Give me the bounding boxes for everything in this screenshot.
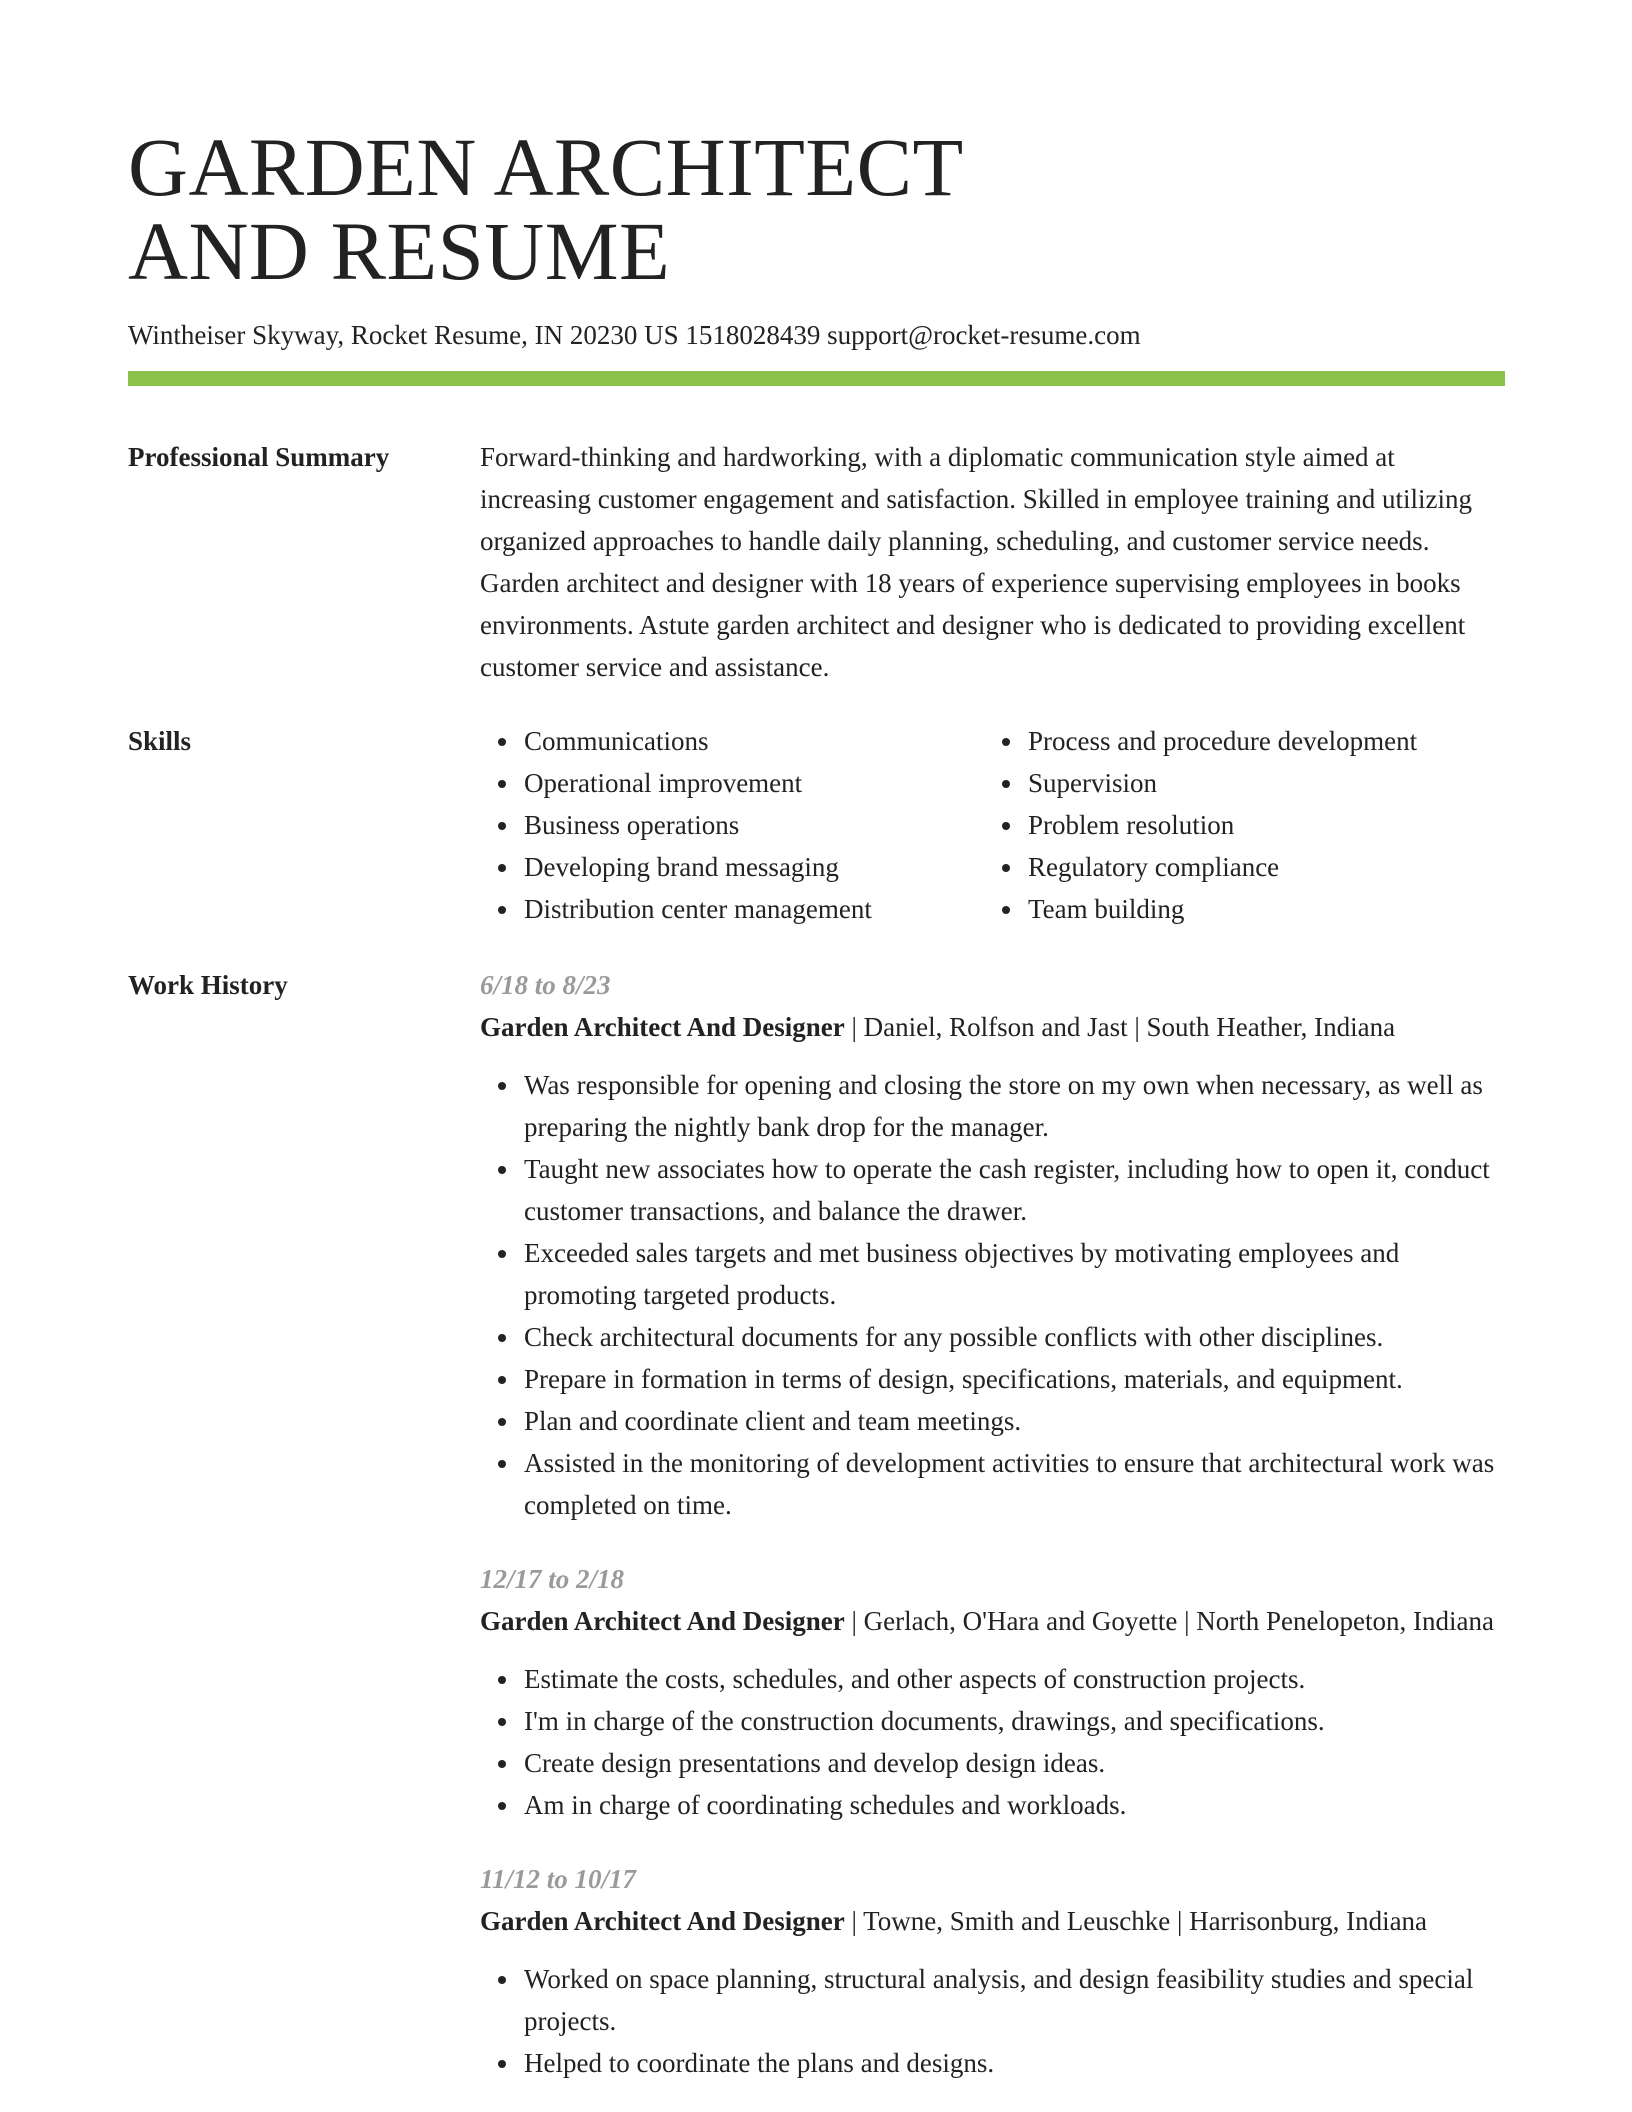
skills-list-left [480,720,984,930]
job-employer-location: | Daniel, Rolfson and Jast | South Heather, Indiana [844,1012,1396,1042]
skill-item: Developing brand messaging [524,846,984,888]
skills-column-right [984,720,1488,930]
resume-title [128,121,1505,297]
summary-text: Forward-thinking and hardworking, with a diplomatic communication style aimed at increasing customer engagement and satisfaction. Skilled in employee training and utilizing organized approaches to handle daily planning, scheduling, and customer service needs. Garden architect and designer with 18 years of experience supervising employees in books environments. Astute garden architect and designer who is dedicated to providing excellent customer service and assistance. [480,442,1472,682]
work-history-heading: Work History [128,970,288,1000]
skills-list-right [984,720,1488,930]
work-history-section [128,964,1505,2112]
job-entry [480,1858,1505,2084]
job-entry [480,964,1505,1526]
job-duties-list [480,1064,1505,1526]
title-line-1: GARDEN ARCHITECT [128,121,964,213]
job-duty: Worked on space planning, structural analysis, and design feasibility studies and special projects. [524,1958,1505,2042]
job-dates: 11/12 to 10/17 [480,1864,637,1894]
skill-item: Problem resolution [1028,804,1488,846]
job-title: Garden Architect And Designer [480,1012,845,1042]
job-duty: Helped to coordinate the plans and designs. [524,2042,1505,2084]
skills-column-left [480,720,984,930]
job-heading [480,1900,1505,1942]
job-employer-location: | Towne, Smith and Leuschke | Harrisonburg, Indiana [844,1906,1428,1936]
job-title: Garden Architect And Designer [480,1906,845,1936]
skill-item: Operational improvement [524,762,984,804]
summary-section [128,436,1505,688]
skill-item: Business operations [524,804,984,846]
job-employer-location: | Gerlach, O'Hara and Goyette | North Penelopeton, Indiana [844,1606,1494,1636]
skill-item: Communications [524,720,984,762]
job-entry [480,1558,1505,1826]
summary-heading: Professional Summary [128,442,390,472]
job-duty: Taught new associates how to operate the cash register, including how to open it, conduct customer transactions, and balance the drawer. [524,1148,1505,1232]
skills-section [128,720,1505,930]
job-dates: 12/17 to 2/18 [480,1564,625,1594]
job-title: Garden Architect And Designer [480,1606,845,1636]
job-duties-list [480,1658,1505,1826]
job-duty: Prepare in formation in terms of design, specifications, materials, and equipment. [524,1358,1505,1400]
job-heading [480,1006,1505,1048]
skills-heading: Skills [128,726,192,756]
job-duty: I'm in charge of the construction documents, drawings, and specifications. [524,1700,1505,1742]
accent-divider [128,371,1505,386]
job-duty: Assisted in the monitoring of development activities to ensure that architectural work was completed on time. [524,1442,1505,1526]
skill-item: Team building [1028,888,1488,930]
resume-page [128,121,1505,2112]
job-dates: 6/18 to 8/23 [480,970,611,1000]
job-duty: Check architectural documents for any possible conflicts with other disciplines. [524,1316,1505,1358]
skill-item: Regulatory compliance [1028,846,1488,888]
job-duty: Estimate the costs, schedules, and other aspects of construction projects. [524,1658,1505,1700]
title-line-2: AND RESUME [128,205,671,297]
job-duty: Create design presentations and develop design ideas. [524,1742,1505,1784]
skill-item: Supervision [1028,762,1488,804]
skill-item: Distribution center management [524,888,984,930]
job-heading [480,1600,1505,1642]
contact-info: Wintheiser Skyway, Rocket Resume, IN 20230 US 1518028439 support@rocket-resume.com [128,320,1141,350]
job-duty: Plan and coordinate client and team meetings. [524,1400,1505,1442]
job-duties-list [480,1958,1505,2084]
job-duty: Am in charge of coordinating schedules and workloads. [524,1784,1505,1826]
skills-columns [480,720,1505,930]
work-history-body [480,964,1505,2112]
job-duty: Was responsible for opening and closing the store on my own when necessary, as well as preparing the nightly bank drop for the manager. [524,1064,1505,1148]
skill-item: Process and procedure development [1028,720,1488,762]
job-duty: Exceeded sales targets and met business objectives by motivating employees and promoting targeted products. [524,1232,1505,1316]
